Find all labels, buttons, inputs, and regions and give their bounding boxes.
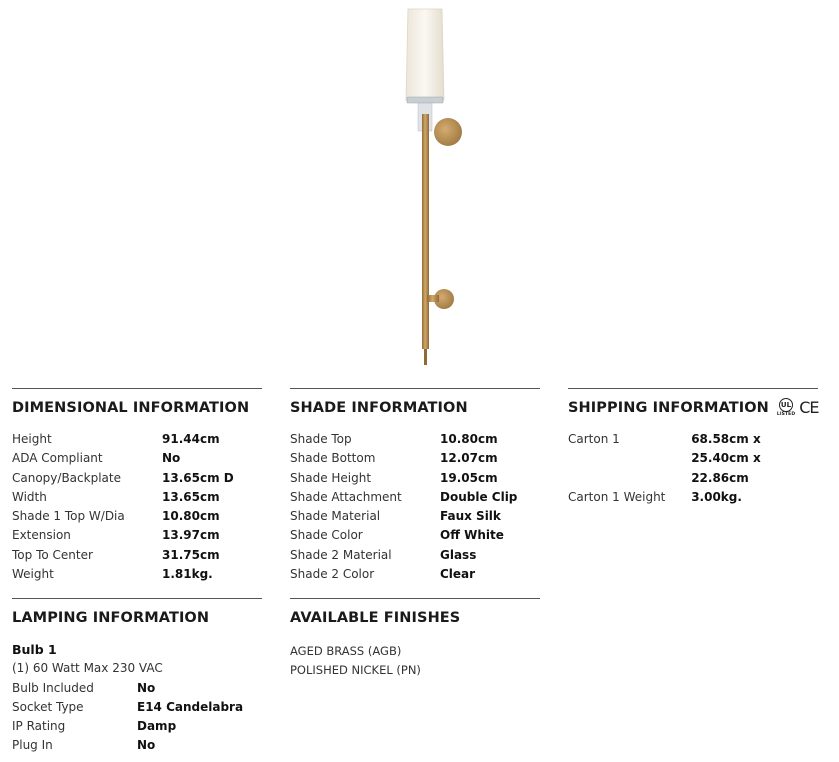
bulb-title: Bulb 1 — [12, 642, 57, 657]
spec-value: Clear — [440, 567, 476, 582]
spec-row — [290, 507, 540, 526]
spec-row — [290, 430, 540, 449]
spec-value: 68.58cm x 25.40cm x 22.86cm — [691, 432, 761, 485]
lamping-rows — [12, 679, 262, 756]
spec-value: Glass — [440, 547, 477, 562]
spec-row — [12, 546, 262, 565]
spec-value: 12.07cm — [440, 451, 498, 466]
dimensional-section — [12, 388, 262, 584]
spec-row — [12, 449, 262, 468]
spec-label: Top To Center — [12, 547, 93, 562]
spec-value: 10.80cm — [162, 509, 220, 524]
spec-label: Carton 1 Weight — [568, 489, 666, 504]
spec-value: Double Clip — [440, 489, 518, 504]
spec-value: 3.00kg. — [691, 489, 742, 504]
spec-label: Canopy/Backplate — [12, 470, 121, 485]
spec-value: 13.65cm D — [162, 470, 234, 485]
spec-value: Off White — [440, 528, 504, 543]
spec-label: Extension — [12, 528, 71, 543]
finishes-title: AVAILABLE FINISHES — [290, 610, 461, 626]
spec-value: 31.75cm — [162, 547, 220, 562]
shade-rows — [290, 430, 540, 584]
spec-label: Height — [12, 432, 52, 446]
spec-value: 13.65cm — [162, 489, 220, 504]
spec-row — [12, 736, 262, 755]
divider — [290, 598, 540, 599]
dimensional-title: DIMENSIONAL INFORMATION — [12, 400, 250, 416]
spec-row — [568, 488, 818, 507]
finishes-section — [290, 598, 540, 681]
spec-label: Shade 2 Material — [290, 547, 392, 562]
shipping-title: SHIPPING INFORMATION — [568, 400, 769, 416]
spec-value: E14 Candelabra — [137, 699, 244, 714]
spec-row — [12, 469, 262, 488]
product-image — [380, 4, 490, 370]
spec-row — [568, 430, 818, 488]
ul-listed-icon — [777, 398, 795, 418]
shade-title: SHADE INFORMATION — [290, 400, 468, 416]
spec-row — [290, 546, 540, 565]
spec-row — [290, 469, 540, 488]
lamping-section — [12, 598, 262, 756]
dimensional-rows — [12, 430, 262, 584]
spec-row — [290, 565, 540, 584]
shade-section — [290, 388, 540, 584]
spec-row — [12, 507, 262, 526]
spec-label: Shade Attachment — [290, 489, 402, 504]
spec-row — [12, 698, 262, 717]
spec-row — [12, 430, 262, 449]
divider — [568, 388, 818, 389]
lamping-title: LAMPING INFORMATION — [12, 610, 210, 626]
spec-value: 13.97cm — [162, 528, 220, 543]
spec-value: No — [137, 680, 156, 695]
spec-row — [12, 717, 262, 736]
spec-label: Shade Height — [290, 470, 372, 485]
spec-value: Damp — [137, 719, 177, 734]
spec-value: 10.80cm — [440, 432, 498, 446]
spec-value: 1.81kg. — [162, 567, 213, 582]
spec-label: Plug In — [12, 738, 53, 753]
spec-value: 19.05cm — [440, 470, 498, 485]
ul-listed-text: LISTED — [776, 412, 796, 417]
spec-label: Shade 2 Color — [290, 567, 375, 582]
divider — [12, 388, 262, 389]
ce-mark-icon: CE — [799, 398, 819, 417]
spec-value: No — [162, 451, 181, 466]
spec-label: IP Rating — [12, 719, 66, 734]
certification-marks — [777, 398, 819, 418]
spec-label: Shade 1 Top W/Dia — [12, 509, 125, 524]
spec-value: Faux Silk — [440, 509, 501, 524]
spec-row — [12, 488, 262, 507]
shipping-section — [568, 388, 818, 507]
spec-label: Bulb Included — [12, 680, 94, 695]
shipping-rows — [568, 430, 818, 507]
spec-value: 91.44cm — [162, 432, 220, 446]
finish-item: AGED BRASS (AGB) — [290, 644, 402, 658]
spec-label: Carton 1 — [568, 432, 620, 446]
spec-label: Shade Material — [290, 509, 381, 524]
spec-row — [290, 449, 540, 468]
spec-label: Shade Top — [290, 432, 352, 446]
spec-label: Width — [12, 489, 47, 504]
spec-row — [290, 488, 540, 507]
finish-item: POLISHED NICKEL (PN) — [290, 663, 421, 678]
spec-label: Socket Type — [12, 699, 84, 714]
spec-label: Shade Bottom — [290, 451, 376, 466]
shipping-header — [568, 396, 818, 420]
spec-row — [12, 526, 262, 545]
spec-row — [12, 565, 262, 584]
divider — [12, 598, 262, 599]
ul-circle: UL — [779, 398, 793, 412]
spec-label: ADA Compliant — [12, 451, 103, 466]
spec-row — [12, 679, 262, 698]
spec-value: No — [137, 738, 156, 753]
spec-label: Weight — [12, 567, 54, 582]
bulb-description: (1) 60 Watt Max 230 VAC — [12, 661, 163, 676]
spec-label: Shade Color — [290, 528, 363, 543]
finishes-list — [290, 642, 540, 681]
spec-row — [290, 526, 540, 545]
divider — [290, 388, 540, 389]
